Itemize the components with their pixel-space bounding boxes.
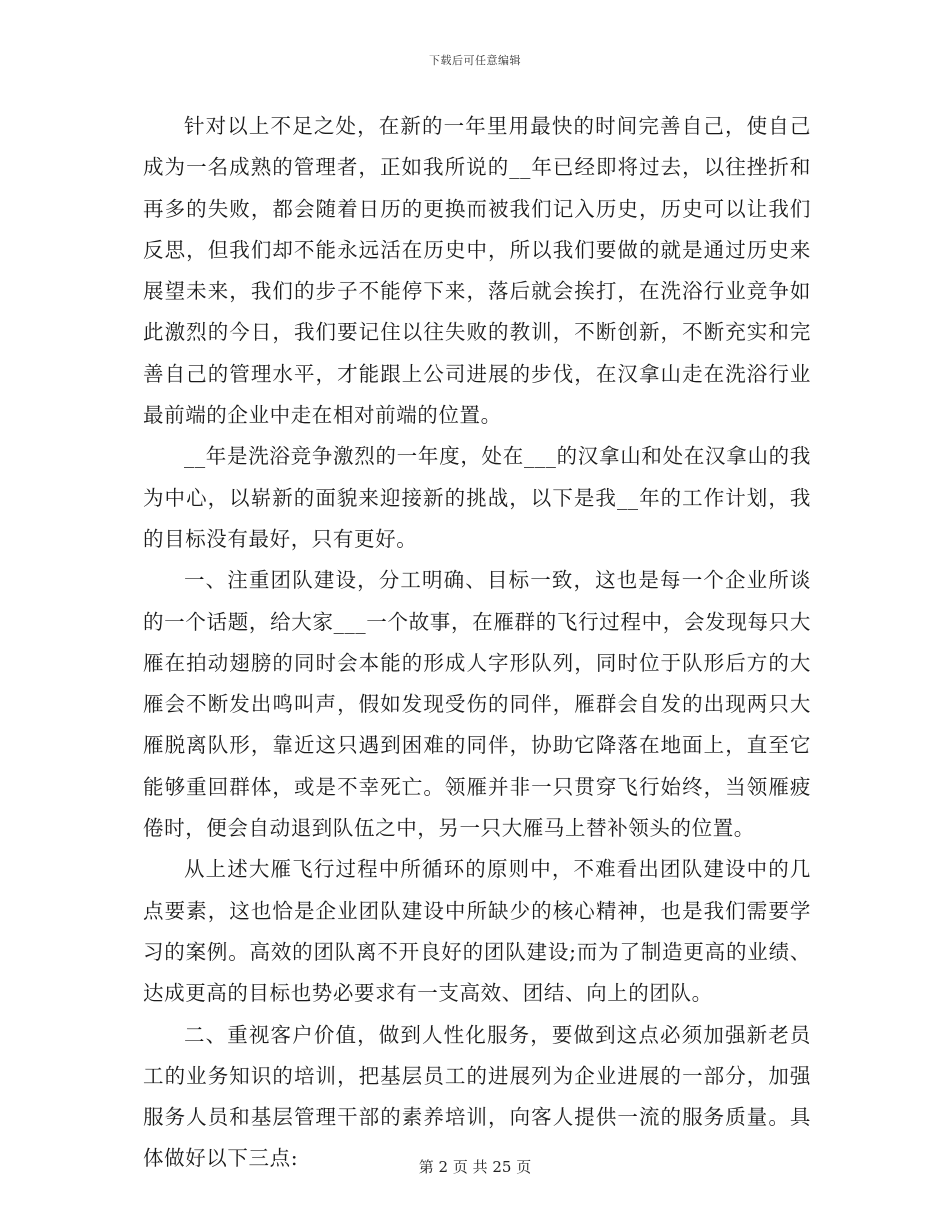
page-number-footer: 第 2 页 共 25 页 <box>418 1158 532 1176</box>
paragraph-1: 针对以上不足之处，在新的一年里用最快的时间完善自己，使自己成为一名成熟的管理者，正如我所说的__年已经即将过去，以往挫折和再多的失败，都会随着日历的更换而被我们记入历史，历史可以让我们反思，但我们却不能永远活在历史中，所以我们要做的就是通过历史来展望未来，我们的步子不能停下来，落后就会挨打，在洗浴行业竞争如此激烈的今日，我们要记住以往失败的教训，不断创新，不断充实和完善自己的管理水平，才能跟上公司进展的步伐，在汉拿山走在洗浴行业最前端的企业中走在相对前端的位置。 <box>143 114 811 428</box>
paragraph-2: __年是洗浴竞争激烈的一年度，处在___的汉拿山和处在汉拿山的我为中心，以崭新的面貌来迎接新的挑战，以下是我__年的工作计划，我的目标没有最好，只有更好。 <box>143 444 811 551</box>
paragraph-3: 一、注重团队建设，分工明确、目标一致，这也是每一个企业所谈的一个话题，给大家___一个故事，在雁群的飞行过程中，会发现每只大雁在拍动翅膀的同时会本能的形成人字形队列，同时位于队形后方的大雁会不断发出鸣叫声，假如发现受伤的同伴，雁群会自发的出现两只大雁脱离队形，靠近这只遇到困难的同伴，协助它降落在地面上，直至它能够重回群体，或是不幸死亡。领雁并非一只贯穿飞行始终，当领雁疲倦时，便会自动退到队伍之中，另一只大雁马上替补领头的位置。 <box>143 568 811 841</box>
document-body <box>143 106 811 1180</box>
page-header: 下载后可任意编辑 <box>429 54 521 67</box>
paragraph-4: 从上述大雁飞行过程中所循环的原则中，不难看出团队建设中的几点要素，这也恰是企业团队建设中所缺少的核心精神，也是我们需要学习的案例。高效的团队离不开良好的团队建设;而为了制造更高的业绩、达成更高的目标也势必要求有一支高效、团结、向上的团队。 <box>143 857 811 1006</box>
paragraph-5: 二、重视客户价值，做到人性化服务，要做到这点必须加强新老员工的业务知识的培训，把基层员工的进展列为企业进展的一部分，加强服务人员和基层管理干部的素养培训，向客人提供一流的服务质量。具体做好以下三点: <box>143 1022 811 1171</box>
